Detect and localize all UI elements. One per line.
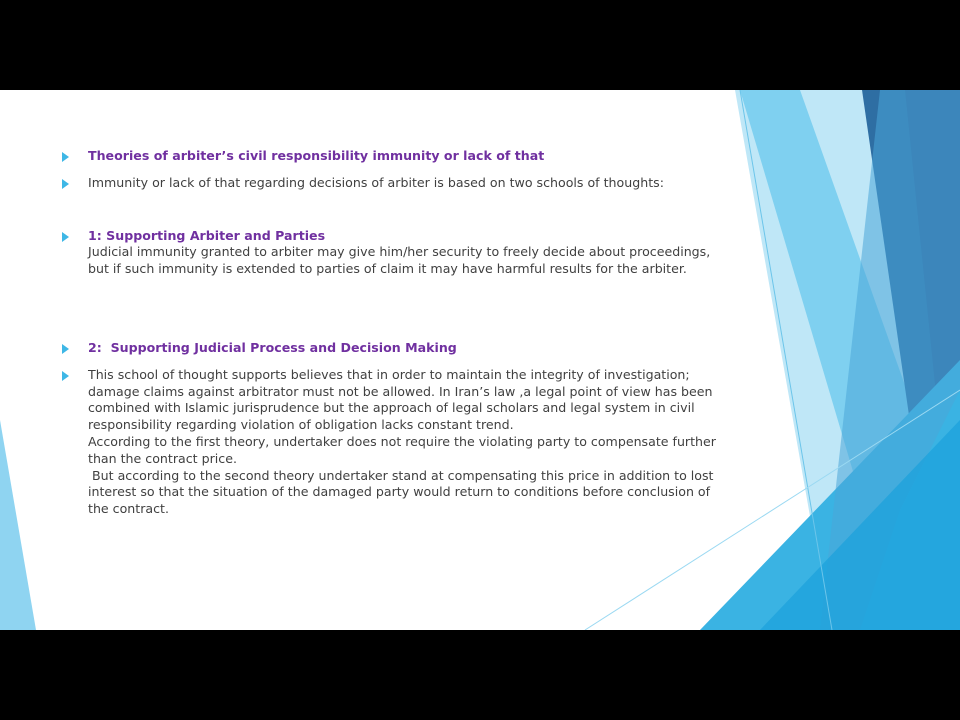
bullet-item-school-2	[60, 340, 730, 357]
bullet-item-school-2-detail	[60, 367, 730, 518]
bullet-arrow-icon	[62, 371, 69, 381]
bullet-text-line: the contract.	[88, 501, 169, 517]
left-accent-shape	[0, 420, 36, 630]
bullet-text-line: This school of thought supports believes that in order to maintain the integrity of investigation;	[88, 366, 690, 382]
slide-text-body	[60, 148, 730, 518]
bullet-text-line: interest so that the situation of the damaged party would return to conditions before conclusion of	[88, 484, 711, 500]
bullet-text-line: But according to the second theory undertaker stand at compensating this price in addition to lost	[88, 467, 714, 483]
bullet-heading: 1: Supporting Arbiter and Parties	[88, 227, 326, 243]
bullet-arrow-icon	[62, 344, 69, 354]
bullet-item-intro	[60, 175, 730, 192]
bullet-item-school-1	[60, 228, 730, 278]
bullet-text-line: but if such immunity is extended to parties of claim it may have harmful results for the arbiter.	[88, 261, 687, 277]
bullet-text-line: According to the first theory, undertaker does not require the violating party to compensate further	[88, 433, 716, 449]
bullet-item-title	[60, 148, 730, 165]
bullet-text-line: Judicial immunity granted to arbiter may give him/her security to freely decide about proceedings,	[88, 244, 711, 260]
bullet-text-line: damage claims against arbitrator must not be allowed. In Iran’s law ,a legal point of view has been	[88, 383, 713, 399]
bullet-arrow-icon	[62, 179, 69, 189]
bullet-text-line: combined with Islamic jurisprudence but the approach of legal scholars and legal system in civil	[88, 400, 695, 416]
bullet-text-line: responsibility regarding violation of obligation lacks constant trend.	[88, 417, 514, 433]
bullet-heading: 2: Supporting Judicial Process and Decision Making	[88, 339, 457, 355]
bullet-heading: Theories of arbiter’s civil responsibility immunity or lack of that	[88, 148, 545, 163]
bullet-arrow-icon	[62, 232, 69, 242]
bullet-text-line: than the contract price.	[88, 450, 237, 466]
bullet-text: Immunity or lack of that regarding decisions of arbiter is based on two schools of thoughts:	[88, 174, 664, 190]
bullet-arrow-icon	[62, 152, 69, 162]
slide-canvas	[0, 90, 960, 630]
